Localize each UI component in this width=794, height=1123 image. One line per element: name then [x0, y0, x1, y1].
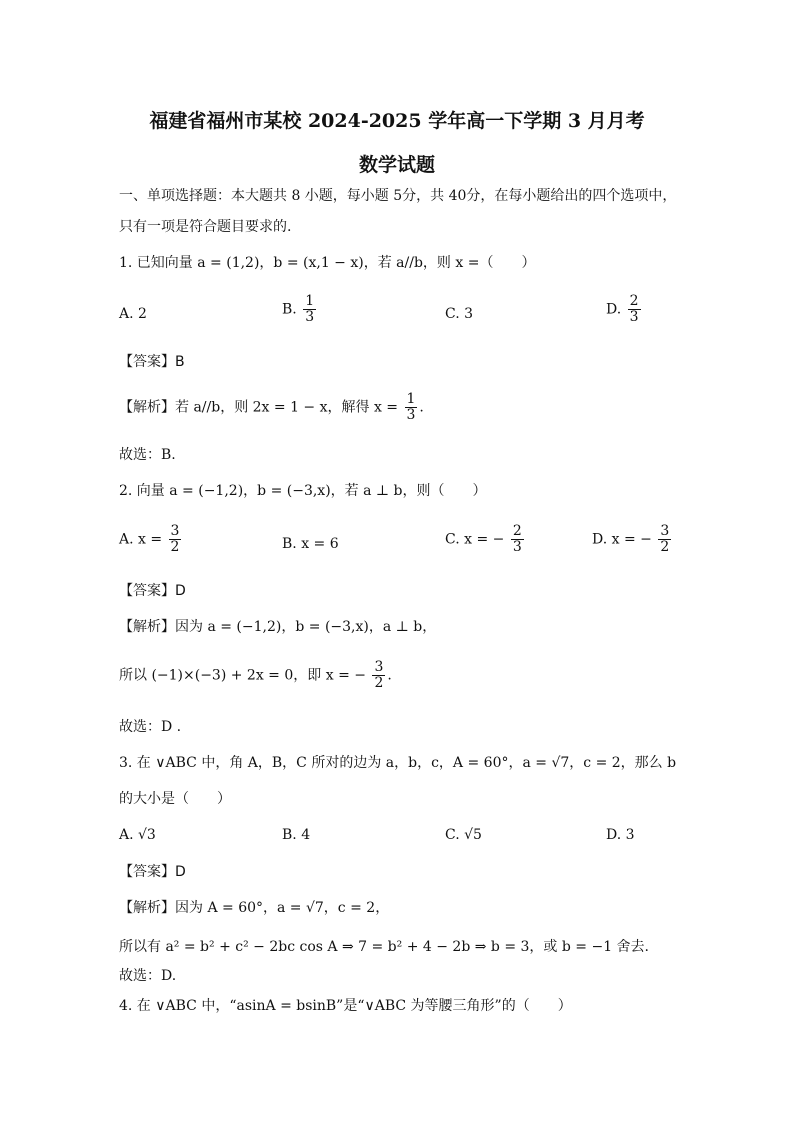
q1-stem: 1. 已知向量 a = (1,2)，b = (x,1 − x)，若 a//b，则 x =（ ） [119, 255, 536, 271]
q2-stem: 2. 向量 a = (−1,2)，b = (−3,x)，若 a ⊥ b，则（ ） [119, 483, 487, 499]
q1-choice: 故选：B. [119, 447, 176, 463]
fraction-denominator: 3 [629, 309, 639, 325]
fraction-numerator: 3 [374, 659, 384, 675]
exam-title: 福建省福州市某校 2024-2025 学年高一下学期 3 月月考 [149, 110, 645, 132]
q1-answer: 【答案】B [119, 354, 185, 370]
q4-stem: 4. 在 ∨ABC 中，“asinA = bsinB”是“∨ABC 为等腰三角形”的（ ） [119, 998, 572, 1014]
fraction-numerator: 3 [660, 523, 670, 539]
q2-analysis-fraction [372, 660, 385, 691]
q1-option-c: C. 3 [445, 306, 474, 322]
q3-analysis-line1: 【解析】因为 A = 60°，a = √7，c = 2， [119, 900, 390, 916]
q2-option-b: B. x = 6 [282, 536, 339, 552]
q2-option-d [592, 524, 673, 555]
q2-analysis-end: . [387, 667, 392, 684]
section-heading-line1: 一、单项选择题：本大题共 8 小题，每小题 5分，共 40分，在每小题给出的四个选项中， [119, 188, 677, 204]
fraction-denominator: 3 [406, 407, 416, 423]
q2-option-c [445, 524, 526, 555]
q2-choice: 故选：D . [119, 719, 182, 735]
q1-option-b-label: B. [282, 301, 297, 318]
q1-option-b [282, 294, 318, 325]
q2-option-d-label: D. x = − [592, 531, 652, 548]
q2-analysis-text: 所以 (−1)×(−3) + 2x = 0，即 x = − [119, 667, 366, 684]
q3-choice: 故选：D. [119, 968, 177, 984]
fraction-denominator: 3 [305, 309, 315, 325]
q1-analysis [119, 392, 424, 423]
q1-option-d-fraction [628, 294, 641, 325]
q2-option-a-label: A. x = [119, 531, 163, 548]
q3-option-b: B. 4 [282, 827, 311, 843]
q3-answer: 【答案】D [119, 864, 186, 880]
fraction-denominator: 2 [660, 539, 670, 555]
q2-analysis-line2 [119, 660, 392, 691]
q1-option-d [606, 294, 643, 325]
q3-option-c: C. √5 [445, 827, 482, 843]
q1-analysis-text: 【解析】若 a//b，则 2x = 1 − x，解得 x = [119, 399, 399, 416]
q2-option-d-fraction [658, 524, 671, 555]
q3-option-a: A. √3 [119, 827, 156, 843]
q2-option-c-fraction [511, 524, 524, 555]
q1-option-a: A. 2 [119, 306, 147, 322]
fraction-numerator: 1 [406, 391, 416, 407]
fraction-numerator: 2 [512, 523, 522, 539]
fraction-numerator: 2 [629, 293, 639, 309]
q1-analysis-end: . [419, 399, 424, 416]
fraction-denominator: 3 [512, 539, 522, 555]
q1-option-b-fraction [303, 294, 316, 325]
q2-option-c-label: C. x = − [445, 531, 505, 548]
q3-option-d: D. 3 [606, 827, 635, 843]
fraction-denominator: 2 [170, 539, 180, 555]
q1-analysis-fraction [405, 392, 418, 423]
q2-analysis-line1: 【解析】因为 a = (−1,2)，b = (−3,x)，a ⊥ b， [119, 619, 437, 635]
fraction-denominator: 2 [374, 675, 384, 691]
q3-stem-line2: 的大小是（ ） [119, 791, 231, 807]
q3-stem-line1: 3. 在 ∨ABC 中，角 A，B，C 所对的边为 a，b，c，A = 60°，a = √7，c = 2，那么 b [119, 755, 677, 771]
q1-option-d-label: D. [606, 301, 622, 318]
q3-analysis-line2: 所以有 a² = b² + c² − 2bc cos A ⇒ 7 = b² + 4 − 2b ⇒ b = 3，或 b = −1 舍去. [119, 939, 649, 955]
q2-answer: 【答案】D [119, 583, 186, 599]
exam-subtitle: 数学试题 [358, 154, 435, 176]
fraction-numerator: 1 [305, 293, 315, 309]
q2-option-a [119, 524, 183, 555]
fraction-numerator: 3 [170, 523, 180, 539]
section-heading-line2: 只有一项是符合题目要求的. [119, 219, 292, 235]
q2-option-a-fraction [169, 524, 182, 555]
